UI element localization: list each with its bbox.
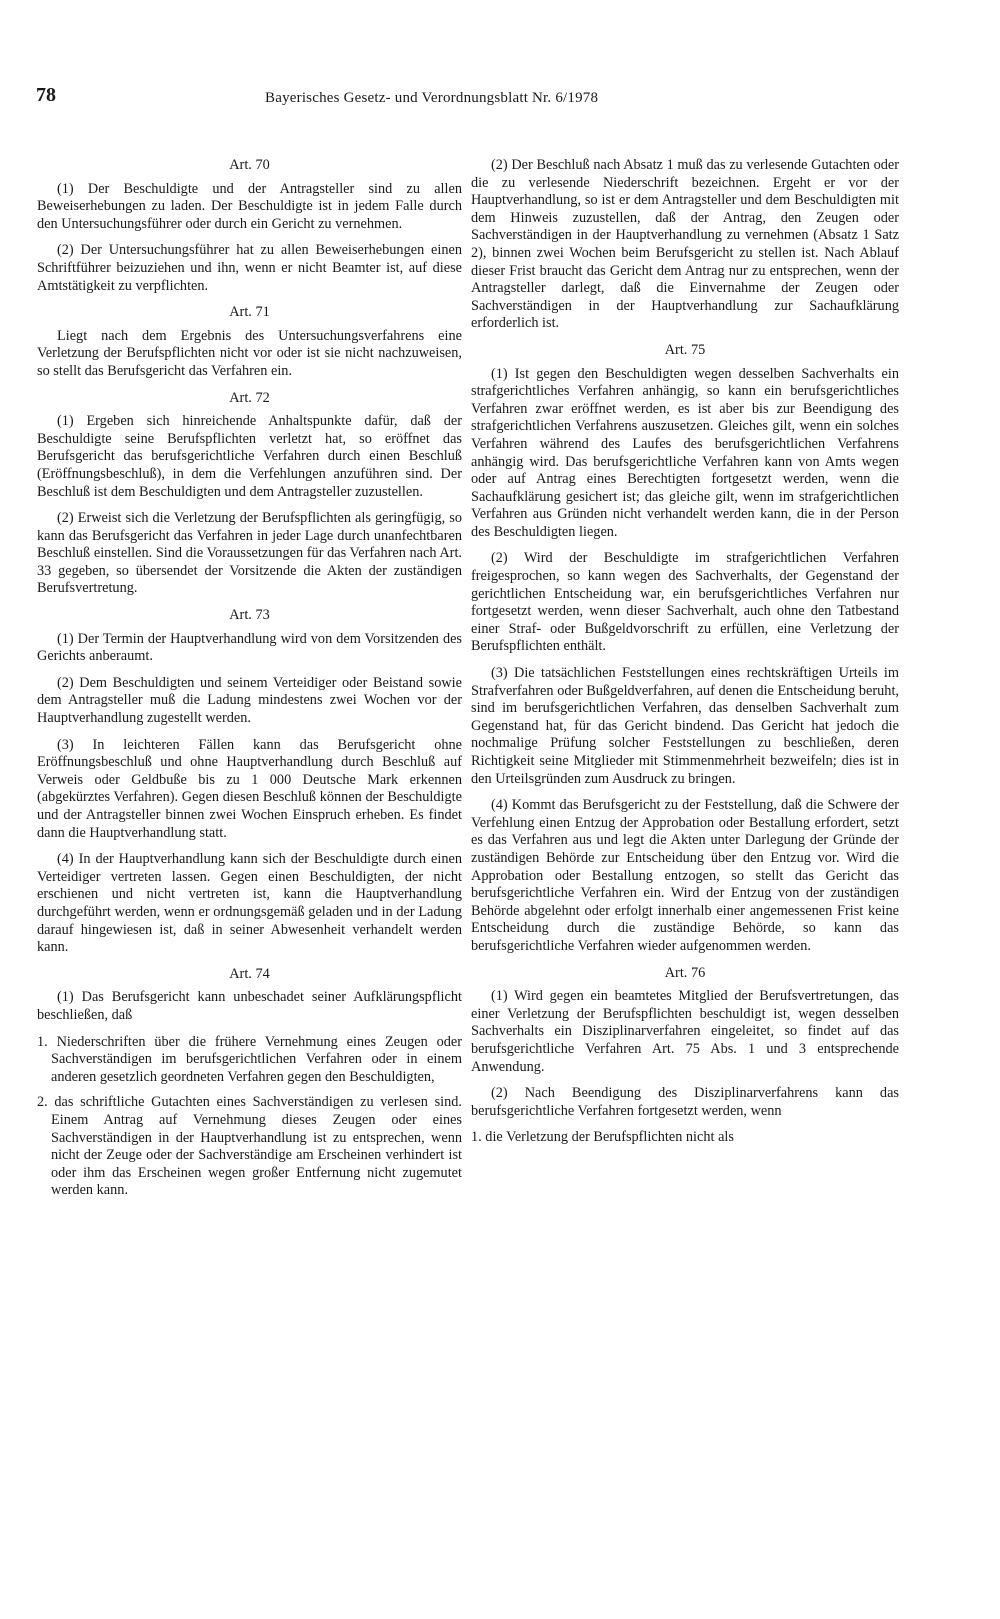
paragraph: (3) In leichteren Fällen kann das Berufsgericht ohne Eröffnungsbeschluß und ohne Hauptverhandlung durch Beschluß auf Verweis oder Geldbuße bis zu 1 000 Deutsche Mark erkennen (abgekürztes Verfahren). Gegen diesen Beschluß können der Beschuldigte und der Antragsteller binnen zwei Wochen Einspruch erheben. Es findet dann die Hauptverhandlung statt.	[37, 736, 462, 841]
paragraph: (2) Der Untersuchungsführer hat zu allen Beweiserhebungen einen Schriftführer beizuziehen und ihn, wenn er nicht Beamter ist, auf diese Amtstätigkeit zu verpflichten.	[37, 242, 462, 294]
paragraph: (2) Dem Beschuldigten und seinem Verteidiger oder Beistand sowie dem Antragsteller muß die Ladung mindestens zwei Wochen vor der Hauptverhandlung zugestellt werden.	[37, 674, 462, 727]
paragraph: (1) Ist gegen den Beschuldigten wegen desselben Sachverhalts ein strafgerichtliches Verfahren anhängig, so kann ein berufsgerichtliches Verfahren zwar eröffnet werden, es ist aber bis zur Beendigung des strafgerichtlichen Verfahrens auszusetzen. Gleiches gilt, wenn ein solches Verfahren während des Laufes des berufsgerichtlichen Verfahrens anhängig wird. Das berufsgerichtliche Verfahren kann von Amts wegen oder auf Antrag eines Berechtigten fortgesetzt werden, wenn die Sachaufklärung gesichert ist; das gleiche gilt, wenn im strafgerichtlichen Verfahren aus Gründen nicht verhandelt werden kann, die in der Person des Beschuldigten liegen.	[471, 365, 899, 540]
article-heading: Art. 73	[229, 607, 270, 624]
paragraph: (2) Wird der Beschuldigte im strafgerichtlichen Verfahren freigesprochen, so kann wegen des Sachverhalts, der Gegenstand der gerichtlichen Entscheidung war, ein berufsgerichtliches Verfahren nur fortgesetzt werden, wenn dieser Sachverhalt, auch ohne den Tatbestand einer Straf- oder Bußgeldvorschrift zu erfüllen, eine Verletzung der Berufspflichten enthält.	[471, 550, 899, 655]
paragraph: (2) Nach Beendigung des Disziplinarverfahrens kann das berufsgerichtliche Verfahren fortgesetzt werden, wenn	[471, 1085, 899, 1119]
page-number: 78	[36, 84, 56, 106]
article-heading: Art. 74	[229, 965, 270, 982]
article-heading: Art. 71	[229, 304, 270, 321]
paragraph: (4) In der Hauptverhandlung kann sich der Beschuldigte durch einen Verteidiger vertreten lassen. Gegen einen Beschuldigten, der nicht erschienen und nicht vertreten ist, kann die Hauptverhandlung durchgeführt werden, wenn er ordnungsgemäß geladen und in der Ladung darauf hingewiesen ist, daß in seiner Abwesenheit verhandelt werden kann.	[37, 851, 462, 956]
paragraph: (3) Die tatsächlichen Feststellungen eines rechtskräftigen Urteils im Strafverfahren oder Bußgeldverfahren, auf denen die Entscheidung beruht, sind im berufsgerichtlichen Verfahren, das denselben Sachverhalt zum Gegenstand hat, für das Gericht bindend. Das Gericht hat jedoch die nochmalige Prüfung solcher Feststellungen zu beschließen, deren Richtigkeit seine Mitglieder mit Stimmenmehrheit bezweifeln; dies ist in den Urteilsgründen zum Ausdruck zu bringen.	[471, 665, 899, 787]
list-item: 2. das schriftliche Gutachten eines Sachverständigen zu verlesen sind. Einem Antrag auf Vernehmung dieses Zeugen oder eines Sachverständigen in der Hauptverhandlung ist zu entsprechen, wenn nicht der Zeuge oder der Sachverständige am Erscheinen verhindert ist oder ihm das Erscheinen wegen großer Entfernung nicht zugemutet werden kann.	[37, 1094, 462, 1199]
paragraph: (1) Der Beschuldigte und der Antragsteller sind zu allen Beweiserhebungen zu laden. Der Beschuldigte ist in jedem Falle durch den Untersuchungsführer oder durch ein Gericht zu vernehmen.	[37, 180, 462, 232]
paragraph: (1) Ergeben sich hinreichende Anhaltspunkte dafür, daß der Beschuldigte seine Berufspflichten verletzt hat, so eröffnet das Berufsgericht das berufsgerichtliche Verfahren durch einen Beschluß (Eröffnungsbeschluß), in dem die Verfehlungen anzuführen sind. Der Beschluß ist dem Beschuldigten und dem Antragsteller zuzustellen.	[37, 413, 462, 500]
paragraph: Liegt nach dem Ergebnis des Untersuchungsverfahrens eine Verletzung der Berufspflichten nicht vor oder ist sie nicht nachzuweisen, so stellt das Berufsgericht das Verfahren ein.	[37, 327, 462, 379]
article-heading: Art. 72	[229, 389, 270, 406]
paragraph: (2) Erweist sich die Verletzung der Berufspflichten als geringfügig, so kann das Berufsgericht das Verfahren in jeder Lage durch unanfechtbaren Beschluß einstellen. Sind die Voraussetzungen für das Verfahren nach Art. 33 gegeben, so übersendet der Vorsitzende die Akten der zuständigen Berufsvertretung.	[37, 510, 462, 597]
paragraph: (1) Das Berufsgericht kann unbeschadet seiner Aufklärungspflicht beschließen, daß	[37, 989, 462, 1023]
article-heading: Art. 70	[229, 157, 270, 173]
list-item: 1. die Verletzung der Berufspflichten nicht als	[471, 1129, 734, 1146]
right-column	[471, 157, 899, 1155]
article-heading: Art. 75	[664, 341, 706, 358]
paragraph: (4) Kommt das Berufsgericht zu der Feststellung, daß die Schwere der Verfehlung einen Entzug der Approbation oder Bestallung erfordert, setzt es das Verfahren aus und legt die Akten unter Darlegung der Gründe der zuständigen Behörde zur Entscheidung über den Entzug vor. Wird die Approbation oder Bestallung entzogen, so stellt das Gericht das berufsgerichtliche Verfahren ein. Wird der Entzug von der zuständigen Behörde abgelehnt oder erfolgt innerhalb einer angemessenen Frist keine Entscheidung durch die zuständige Behörde, so kann das berufsgerichtliche Verfahren wieder aufgenommen werden.	[471, 797, 899, 954]
left-column	[37, 157, 462, 1208]
paragraph: (2) Der Beschluß nach Absatz 1 muß das zu verlesende Gutachten oder die zu verlesende Niederschrift bezeichnen. Ergeht er vor der Hauptverhandlung, so ist er dem Antragsteller und dem Beschuldigten mit dem Hinweis zuzustellen, daß der Antrag, den Zeugen oder Sachverständigen in der Hauptverhandlung zu vernehmen (Absatz 1 Satz 2), binnen zwei Wochen beim Berufsgericht zu stellen ist. Nach Ablauf dieser Frist braucht das Gericht dem Antrag nur zu entsprechen, wenn der Antragsteller darlegt, daß die Einvernahme der Zeugen oder Sachverständigen in der Hauptverhandlung zur Sachaufklärung erforderlich ist.	[471, 157, 899, 332]
paragraph: (1) Wird gegen ein beamtetes Mitglied der Berufsvertretungen, das einer Verletzung der Berufspflichten beschuldigt ist, wegen desselben Sachverhalts ein Disziplinarverfahren eingeleitet, so findet auf das berufsgerichtliche Verfahren Art. 75 Abs. 1 und 3 entsprechende Anwendung.	[471, 988, 899, 1075]
page-header: Bayerisches Gesetz- und Verordnungsblatt Nr. 6/1978	[265, 90, 599, 106]
paragraph: (1) Der Termin der Hauptverhandlung wird von dem Vorsitzenden des Gerichts anberaumt.	[37, 630, 462, 665]
article-heading: Art. 76	[664, 964, 706, 981]
list-item: 1. Niederschriften über die frühere Vernehmung eines Zeugen oder Sachverständigen im berufsgerichtlichen Verfahren oder in einem anderen gesetzlich geordneten Verfahren gegen den Beschuldigten,	[37, 1033, 462, 1085]
